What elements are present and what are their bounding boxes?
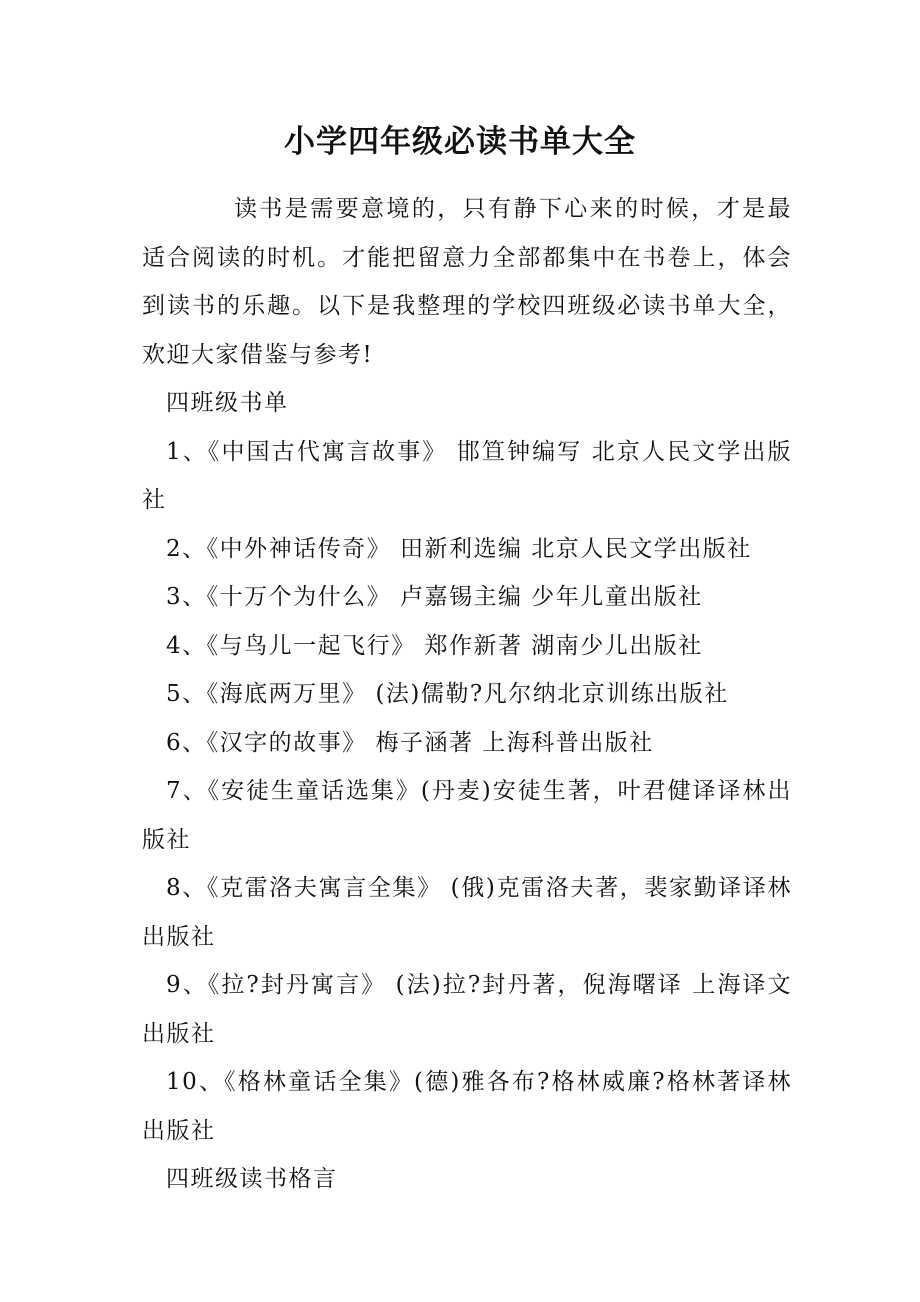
section-heading-book-list: 四班级书单 — [166, 390, 289, 416]
book-item: 9、《拉?封丹寓言》 (法)拉?封丹著，倪海曙译 上海译文出版社 — [142, 972, 792, 1047]
book-item: 3、《十万个为什么》 卢嘉锡主编 少年儿童出版社 — [166, 584, 703, 610]
book-item: 10、《格林童话全集》(德)雅各布?格林威廉?格林著译林出版社 — [142, 1069, 792, 1144]
document-title: 小学四年级必读书单大全 — [284, 124, 636, 160]
book-item: 5、《海底两万里》 (法)儒勒?凡尔纳北京训练出版社 — [166, 681, 729, 707]
book-item: 8、《克雷洛夫寓言全集》 (俄)克雷洛夫著，裴家勤译译林出版社 — [142, 875, 792, 950]
intro-paragraph: 读书是需要意境的，只有静下心来的时候，才是最适合阅读的时机。才能把留意力全部都集中在书卷上，体会到读书的乐趣。以下是我整理的学校四班级必读书单大全，欢迎大家借鉴与参考! — [142, 196, 792, 368]
book-item: 2、《中外神话传奇》 田新利选编 北京人民文学出版社 — [166, 535, 752, 562]
book-item: 4、《与鸟儿一起飞行》 郑作新著 湖南少儿出版社 — [166, 632, 703, 659]
section-heading-reading-quotes: 四班级读书格言 — [166, 1166, 338, 1192]
document-body — [142, 185, 792, 1204]
book-item: 6、《汉字的故事》 梅子涵著 上海科普出版社 — [166, 729, 654, 756]
book-item: 1、《中国古代寓言故事》 邯笪钟编写 北京人民文学出版社 — [142, 438, 792, 513]
book-item: 7、《安徒生童话选集》(丹麦)安徒生著，叶君健译译林出版社 — [142, 778, 792, 853]
